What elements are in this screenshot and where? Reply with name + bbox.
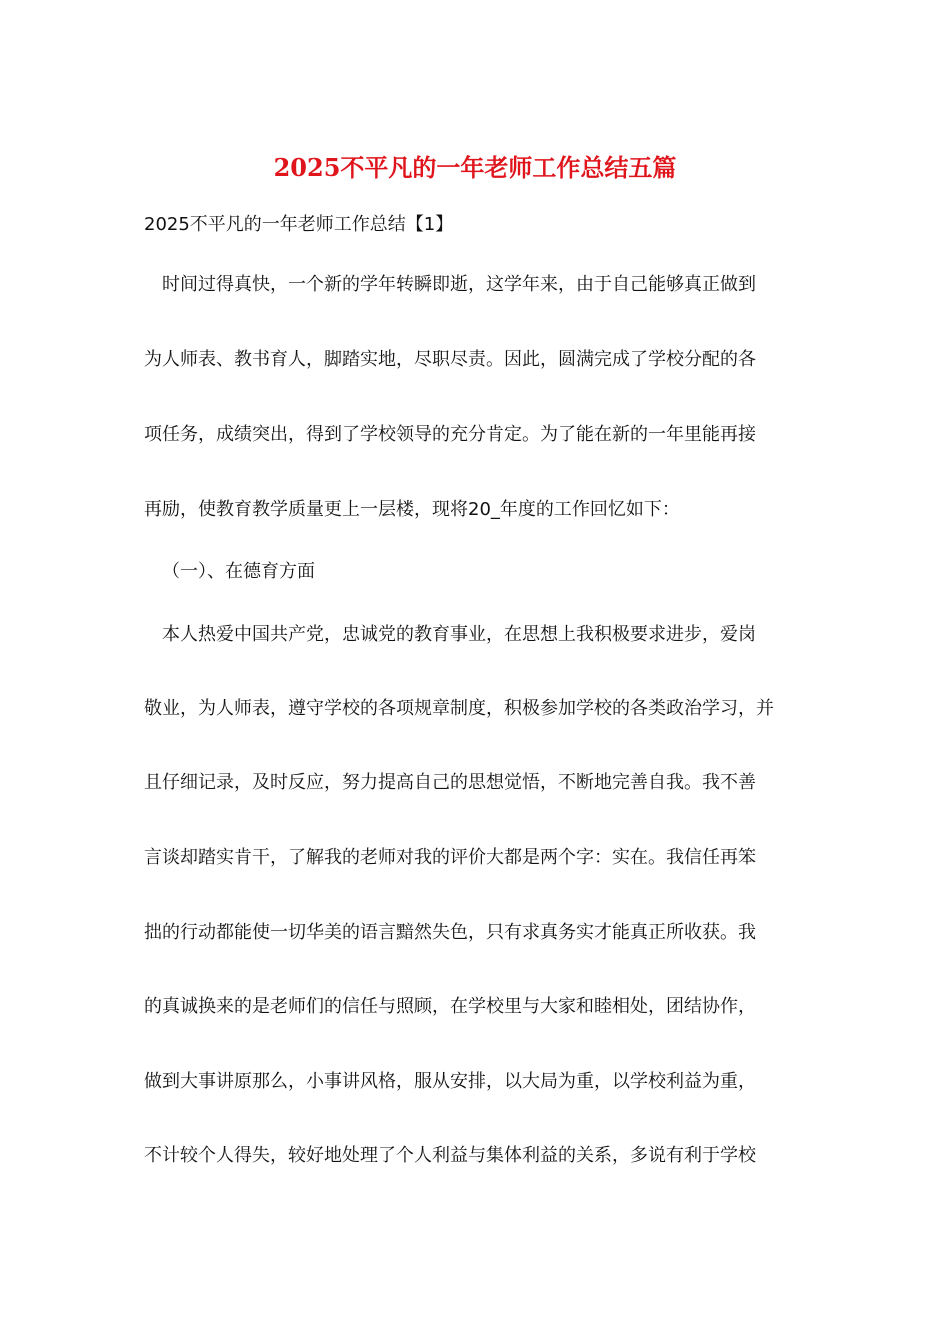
paragraph-line: 本人热爱中国共产党，忠诚党的教育事业，在思想上我积极要求进步，爱岗 [162, 624, 756, 645]
paragraph-line: 拙的行动都能使一切华美的语言黯然失色，只有求真务实才能真正所收获。我 [144, 922, 756, 943]
paragraph-line: 的真诚换来的是老师们的信任与照顾，在学校里与大家和睦相处，团结协作， [144, 996, 756, 1017]
subsection-heading: （一）、在德育方面 [162, 561, 315, 582]
paragraph-line: 为人师表、教书育人，脚踏实地，尽职尽责。因此，圆满完成了学校分配的各 [144, 349, 756, 370]
paragraph-line: 再励，使教育教学质量更上一层楼，现将20_年度的工作回忆如下： [144, 499, 680, 520]
document-title: 2025不平凡的一年老师工作总结五篇 [273, 153, 677, 182]
paragraph-line: 做到大事讲原那么，小事讲风格，服从安排，以大局为重，以学校利益为重， [144, 1071, 756, 1092]
paragraph-line: 时间过得真快，一个新的学年转瞬即逝，这学年来，由于自己能够真正做到 [162, 274, 756, 295]
paragraph-line: 不计较个人得失，较好地处理了个人利益与集体利益的关系，多说有利于学校 [144, 1145, 756, 1166]
section-heading: 2025不平凡的一年老师工作总结【1】 [144, 214, 454, 235]
paragraph-line: 言谈却踏实肯干，了解我的老师对我的评价大都是两个字：实在。我信任再笨 [144, 847, 756, 868]
paragraph-line: 且仔细记录，及时反应，努力提高自己的思想觉悟，不断地完善自我。我不善 [144, 772, 756, 793]
paragraph-line: 项任务，成绩突出，得到了学校领导的充分肯定。为了能在新的一年里能再接 [144, 424, 756, 445]
paragraph-line: 敬业，为人师表，遵守学校的各项规章制度，积极参加学校的各类政治学习，并 [144, 698, 774, 719]
